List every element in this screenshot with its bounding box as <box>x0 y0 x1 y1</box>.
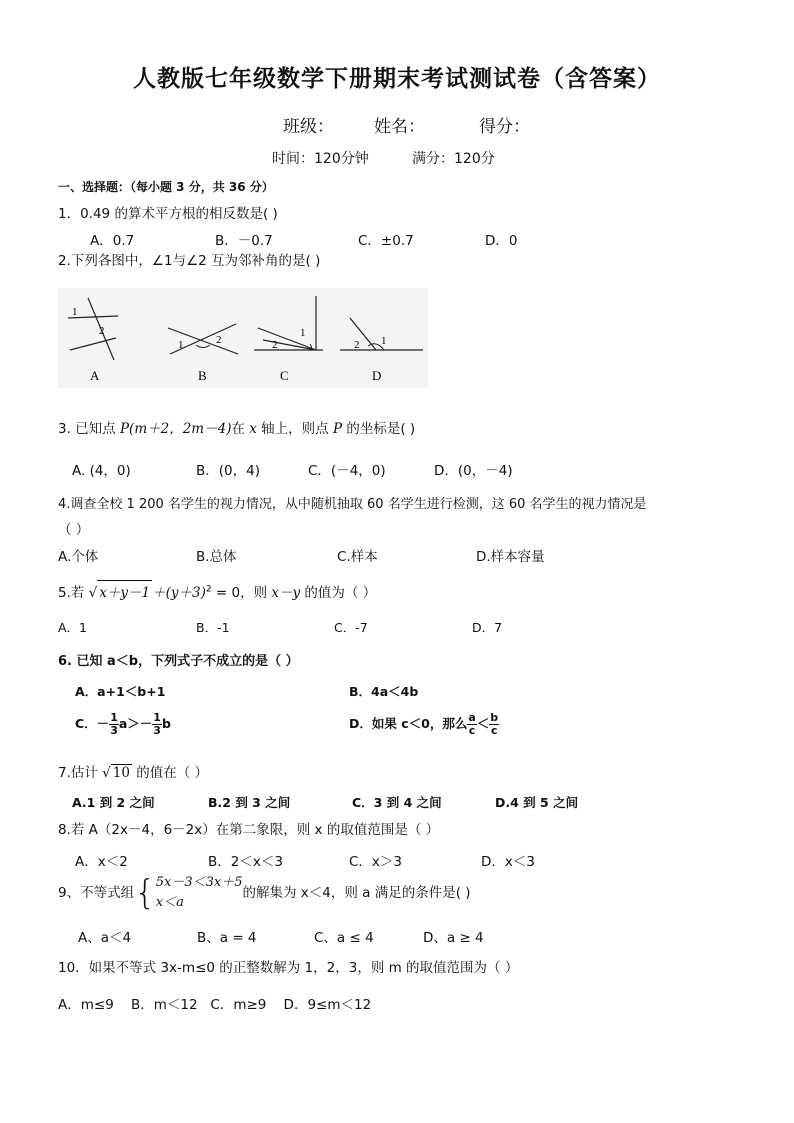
angle-figures <box>58 288 428 388</box>
question-2: 2.下列各图中，∠1与∠2 互为邻补角的是( ) <box>58 253 321 269</box>
fig-c-angle-2: 2 <box>272 339 278 351</box>
q6-option-c: C．－ $\frac{1}{3}$ a＞－ $\frac{1}{3}$ b <box>75 711 171 737</box>
score-field-label: 得分： <box>479 117 530 137</box>
q4-option-b: B.总体 <box>196 549 237 565</box>
q5-option-b: B．-1 <box>196 620 230 635</box>
question-1: 1．0.49 的算术平方根的相反数是( ) <box>58 206 278 222</box>
q6-option-d: D．如果 c＜0，那么 $\frac{a}{c}$ ＜ $\frac{b}{c}$ <box>349 711 499 737</box>
question-8: 8.若 A（2x－4，6－2x）在第二象限，则 x 的取值范围是（ ） <box>58 822 440 838</box>
fig-c-angle-1: 1 <box>300 327 306 339</box>
q4-option-a: A.个体 <box>58 549 99 565</box>
q9-option-b: B、a = 4 <box>197 930 257 946</box>
fig-label-b: B <box>198 368 207 383</box>
question-10: 10．如果不等式 3x-m≤0 的正整数解为 1，2，3，则 m 的取值范围为（ ） <box>58 960 519 976</box>
name-field-label: 姓名： <box>374 117 425 137</box>
q5-radicand: x＋y－1 <box>97 580 152 601</box>
q1-option-c: C．±0.7 <box>358 233 414 249</box>
q4-option-c: C.样本 <box>337 549 378 565</box>
exam-title: 人教版七年级数学下册期末考试测试卷（含答案） <box>133 66 661 92</box>
fig-a-angle-1: 1 <box>72 306 78 318</box>
q5-option-c: C．-7 <box>334 620 368 635</box>
fig-a-angle-2: 2 <box>99 325 105 337</box>
fig-label-c: C <box>280 368 289 383</box>
q9-option-c: C、a ≤ 4 <box>314 930 374 946</box>
section-heading: 一、选择题：（每小题 3 分，共 36 分） <box>58 180 274 194</box>
question-5: 5.若 √ $x+y-1 +(y+3)^2 = 0$，则 x－y 的值为（ ） <box>58 580 376 601</box>
q9-option-a: A、a＜4 <box>78 930 132 946</box>
q3-option-b: B．(0，4) <box>196 463 260 479</box>
q1-option-d: D．0 <box>485 233 518 249</box>
q6-option-a: A．a+1＜b+1 <box>75 684 166 699</box>
q7-option-a: A.1 到 2 之间 <box>72 795 155 810</box>
q6-option-b: B．4a＜4b <box>349 684 419 699</box>
q9-option-d: D、a ≥ 4 <box>423 930 484 946</box>
fig-b-angle-2: 2 <box>216 334 222 346</box>
q8-option-b: B．2＜x＜3 <box>208 854 283 870</box>
q4-option-d: D.样本容量 <box>476 549 545 565</box>
question-6: 6. 已知 a＜b，下列式子不成立的是（ ） <box>58 654 299 669</box>
q5-option-d: D．7 <box>472 620 503 635</box>
q1-option-b: B．－0.7 <box>215 233 273 249</box>
q7-radicand: 10 <box>112 765 130 781</box>
q7-option-b: B.2 到 3 之间 <box>208 795 291 810</box>
fig-b-angle-1: 1 <box>178 339 184 351</box>
full-score: 满分：120分 <box>412 151 495 167</box>
fig-label-a: A <box>90 368 100 383</box>
question-3: 3. 已知点 P(m＋2，2m－4)在 x 轴上，则点 P 的坐标是( ) <box>58 421 416 437</box>
q3-option-a: A. (4，0) <box>72 463 131 479</box>
q8-option-c: C．x＞3 <box>349 854 403 870</box>
q5-option-a: A．1 <box>58 620 88 635</box>
q3-option-d: D．(0，－4) <box>434 463 513 479</box>
q8-option-d: D．x＜3 <box>481 854 535 870</box>
fig-d-angle-2: 2 <box>354 339 360 351</box>
q8-option-a: A．x＜2 <box>75 854 128 870</box>
class-field-label: 班级： <box>283 117 334 137</box>
question-4-paren: （ ） <box>58 522 90 538</box>
question-9: 9、不等式组{ 5x－3＜3x＋5 x＜a 的解集为 x＜4，则 a 满足的条件是( ) <box>58 873 471 913</box>
time-limit: 时间：120分钟 <box>272 151 369 167</box>
question-4: 4.调查全校 1 200 名学生的视力情况，从中随机抽取 60 名学生进行检测，这 60 名学生的视力情况是 <box>58 497 647 512</box>
q10-options: A．m≤9 B．m＜12 C．m≥9 D．9≤m＜12 <box>58 997 372 1013</box>
q7-option-d: D.4 到 5 之间 <box>495 795 579 810</box>
q7-option-c: C．3 到 4 之间 <box>352 795 442 810</box>
question-7: 7.估计 √ 10 的值在（ ） <box>58 765 209 781</box>
q1-option-a: A．0.7 <box>90 233 135 249</box>
fig-label-d: D <box>372 368 382 383</box>
q3-option-c: C．(－4，0) <box>308 463 386 479</box>
fig-d-angle-1: 1 <box>381 335 387 347</box>
